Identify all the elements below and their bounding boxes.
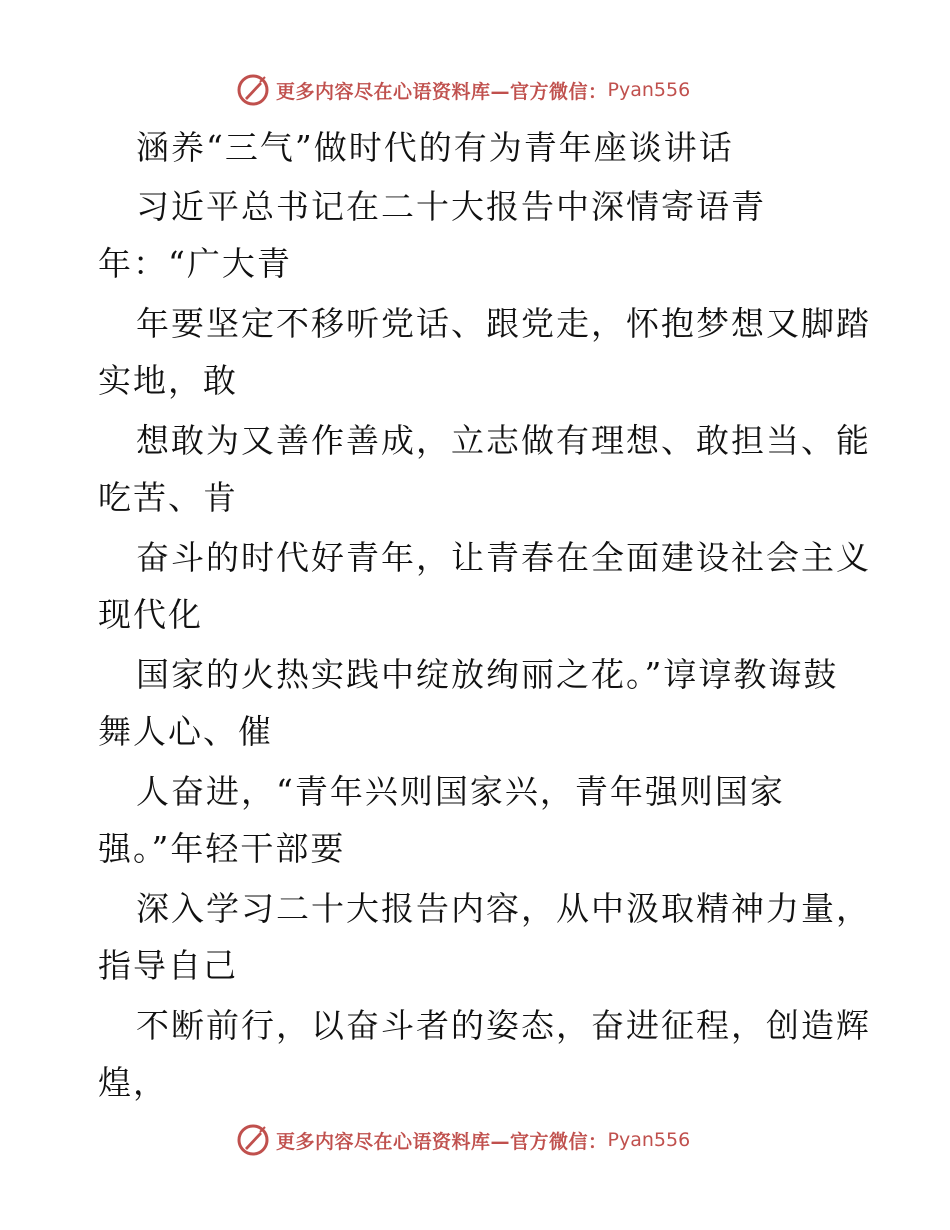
doc-line: 实地，敢: [98, 361, 238, 400]
footer-watermark: [236, 1122, 690, 1158]
doc-line: 奋斗的时代好青年，让青春在全面建设社会主义: [136, 538, 871, 577]
header-watermark: [236, 72, 690, 108]
doc-line: 煌，: [98, 1063, 168, 1102]
watermark-text: 更多内容尽在心语资料库—官方微信：: [276, 1130, 608, 1153]
doc-line: 年要坚定不移听党话、跟党走，怀抱梦想又脚踏: [136, 304, 871, 343]
doc-line: 想敢为又善作善成，立志做有理想、敢担当、能: [136, 421, 871, 460]
watermark-text: 更多内容尽在心语资料库—官方微信：: [276, 80, 608, 103]
quill-logo-icon: [236, 1123, 270, 1157]
doc-line: 舞人心、催: [98, 712, 273, 751]
quill-logo-icon: [236, 73, 270, 107]
doc-line: 国家的火热实践中绽放绚丽之花。”谆谆教诲鼓: [136, 655, 839, 694]
doc-title: 涵养“三气”做时代的有为青年座谈讲话: [136, 128, 734, 167]
doc-line: 人奋进，“青年兴则国家兴，青年强则国家: [136, 772, 785, 811]
doc-line: 深入学习二十大报告内容，从中汲取精神力量，: [136, 889, 871, 928]
doc-line: 指导自己: [98, 946, 238, 985]
watermark-wechat-id: Pyan556: [607, 79, 691, 101]
doc-line: 习近平总书记在二十大报告中深情寄语青: [136, 187, 766, 226]
doc-line: 年：“广大青: [98, 244, 292, 283]
doc-line: 强。”年轻干部要: [98, 829, 346, 868]
doc-line: 不断前行，以奋斗者的姿态，奋进征程，创造辉: [136, 1006, 871, 1045]
doc-line: 吃苦、肯: [98, 478, 238, 517]
watermark-wechat-id: Pyan556: [607, 1129, 691, 1151]
doc-line: 现代化: [98, 595, 203, 634]
